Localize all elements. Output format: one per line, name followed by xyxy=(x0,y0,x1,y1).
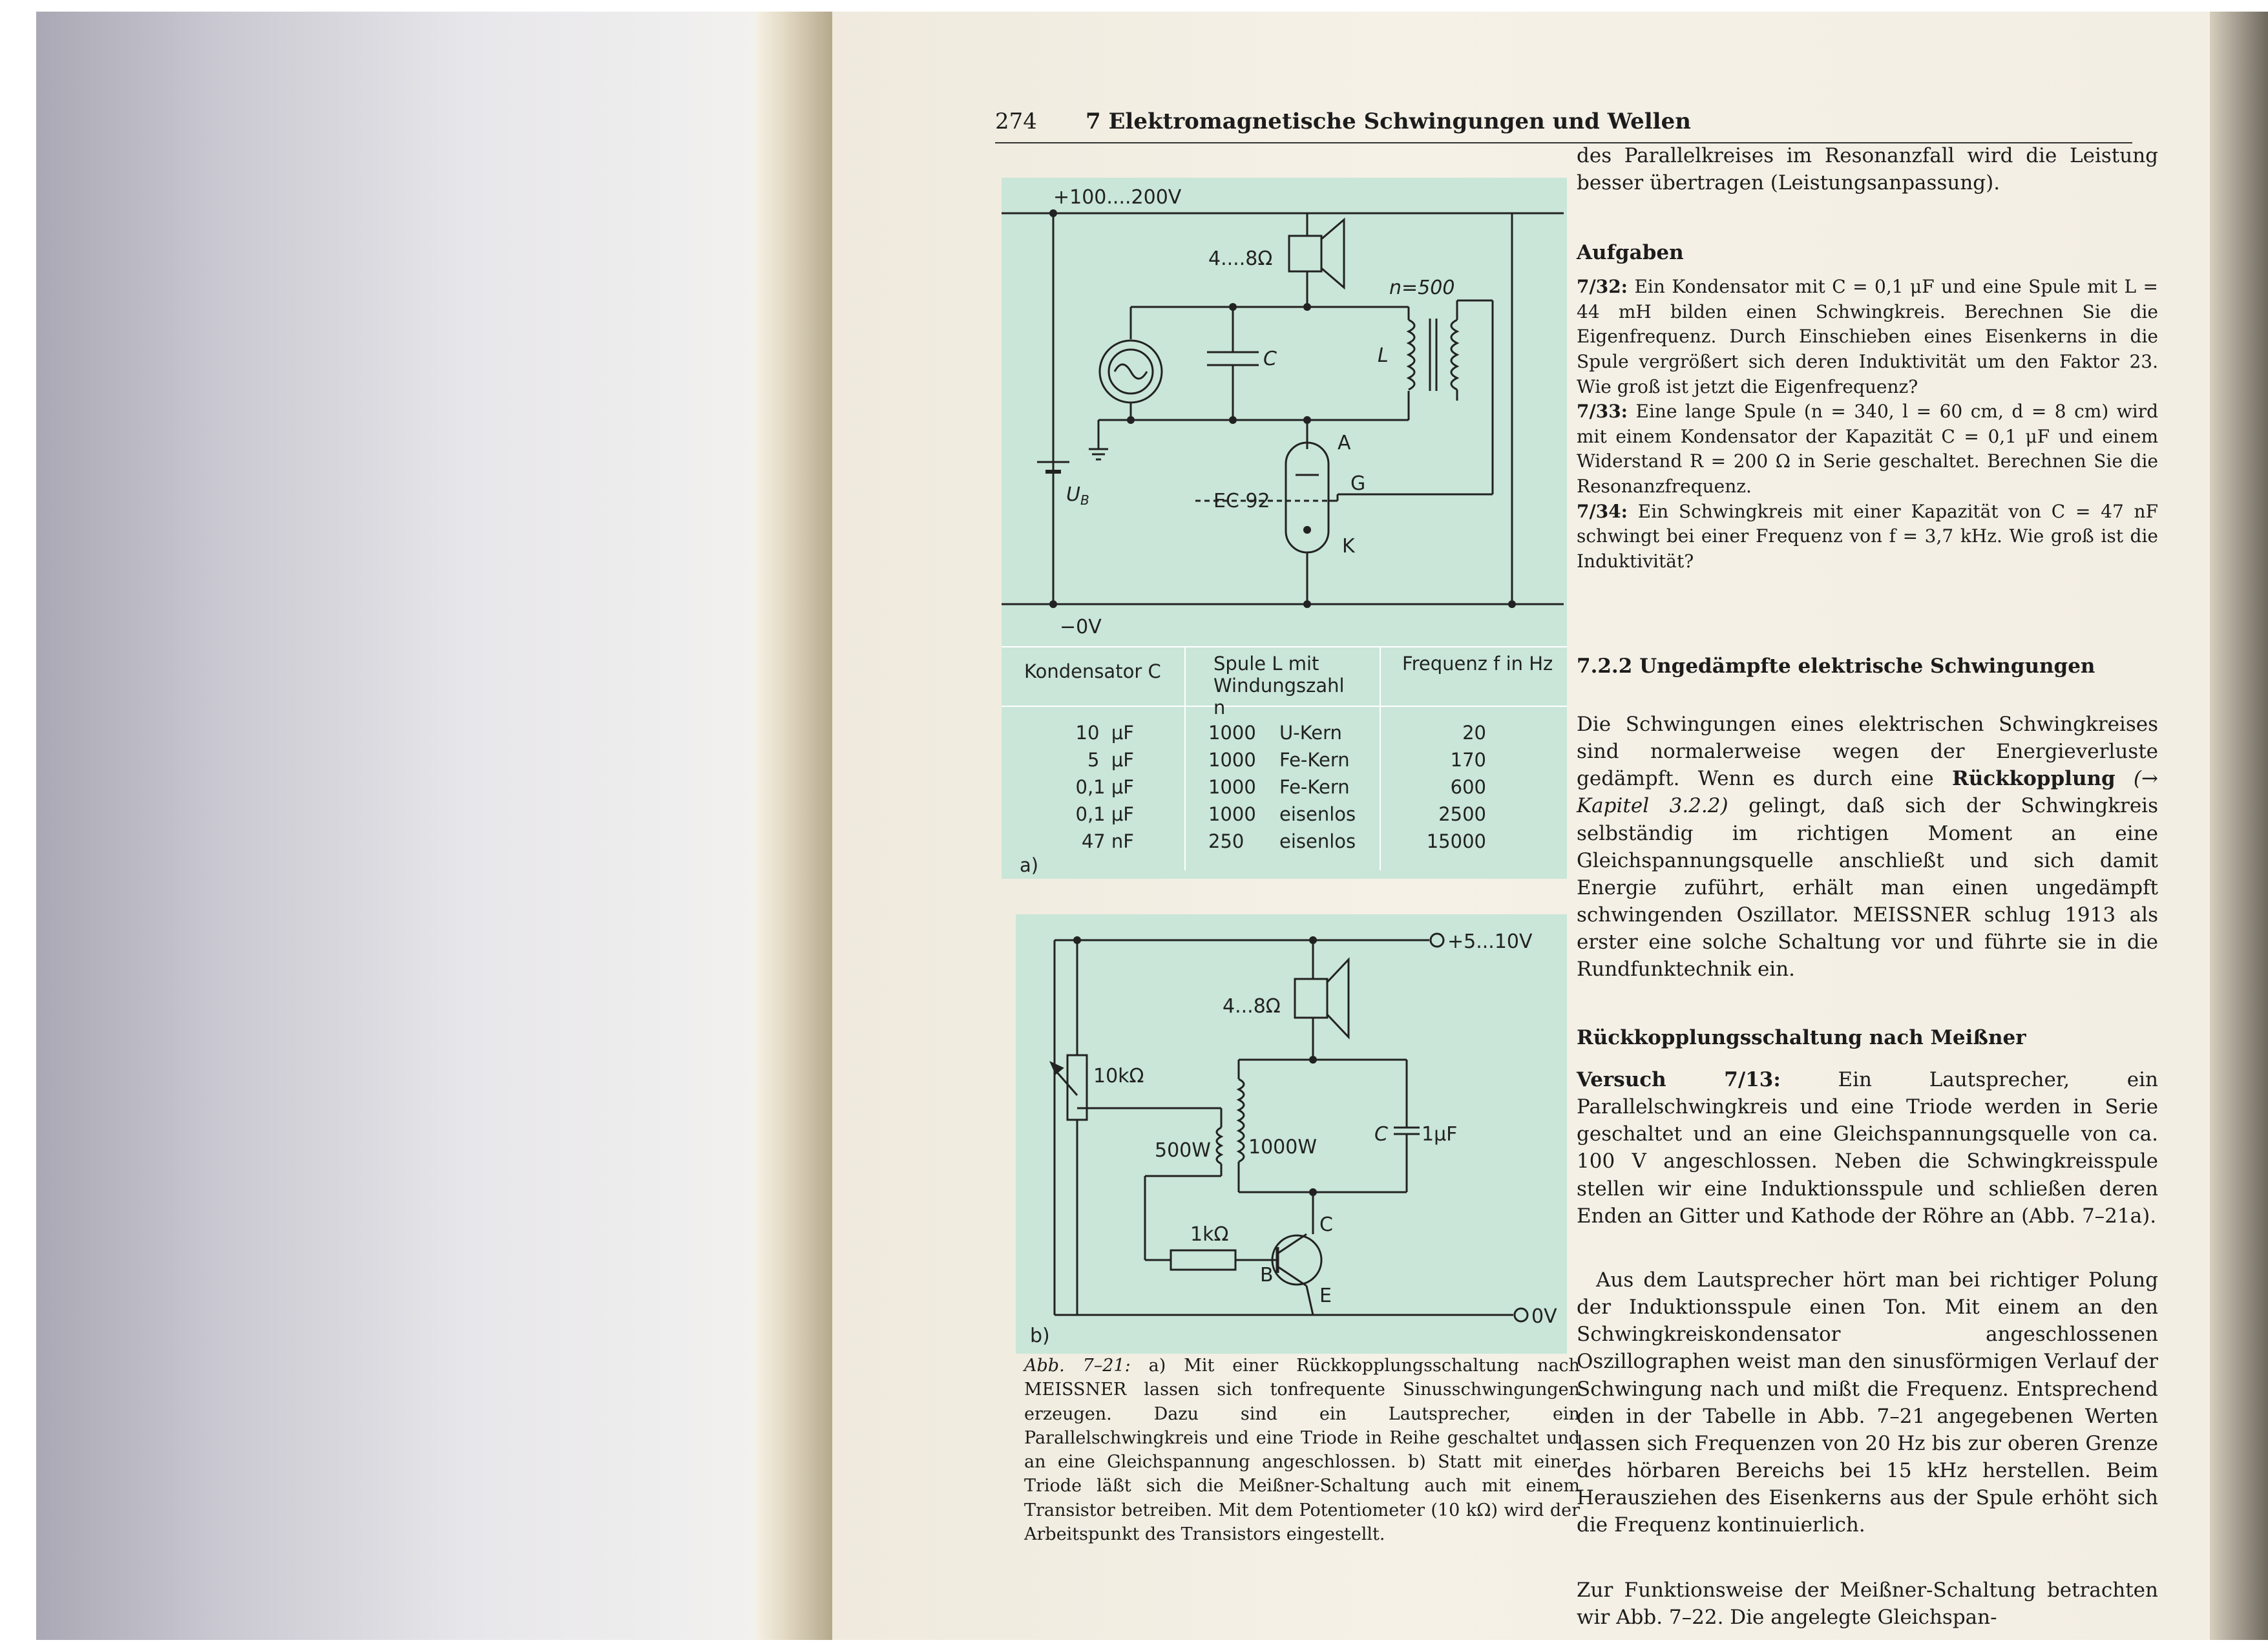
table-cell: Fe-Kern xyxy=(1279,776,1350,798)
chapter-title: 7 Elektromagnetische Schwingungen und Wellen xyxy=(1086,109,1691,134)
b-cap-label: C xyxy=(1374,1123,1388,1146)
coil-500-label: 500W xyxy=(1155,1139,1211,1162)
panel-label-a: a) xyxy=(1020,854,1039,876)
table-cell: eisenlos xyxy=(1279,803,1356,825)
pot-label: 10kΩ xyxy=(1093,1065,1144,1087)
table-cell: 0,1 μF xyxy=(1075,803,1134,825)
section-heading: 7.2.2 Ungedämpfte elektrische Schwingungen xyxy=(1577,655,2095,678)
caption-lead: Abb. 7–21: xyxy=(1024,1356,1131,1376)
b-cap-value: 1μF xyxy=(1422,1123,1458,1146)
experiment-paragraph: Versuch 7/13: Ein Lautsprecher, ein Parallelschwingkreis und eine Triode werden in Serie geschaltet und an eine Gleichspannungsquelle von ca. 100 V angeschlossen. Neben die Schwingkreisspule stellen wir eine Induktionsspule und schließen deren Enden an Gitter und Kathode der Röhre an (Abb. 7–21a). xyxy=(1577,1068,2159,1228)
page-number: 274 xyxy=(995,109,1037,134)
last-paragraph: Zur Funktionsweise der Meißner-Schaltung betrachten wir Abb. 7–22. Die angelegte Gleichspan- xyxy=(1577,1579,2158,1630)
aufgaben-heading: Aufgaben xyxy=(1577,241,1684,264)
table-cell: 250 xyxy=(1208,830,1244,852)
supply-zero-label: −0V xyxy=(1060,616,1102,638)
section-paragraph: Die Schwingungen eines elektrischen Schwingkreises sind normalerweise wegen der Energieverluste gedämpft. Wenn es durch eine Rückkopplung (→ Kapitel 3.2.2) gelingt, daß sich der Schwingkreis selbständig im richtigen Moment an eine Gleichspannungsquelle anschließt und sich damit Energie zuführt, erhält man einen ungedämpft schwingenden Oszillator. MEISSNER schlug 1913 als erster eine solche Schaltung vor und führte sie in die Rundfunktechnik ein. xyxy=(1577,713,2158,982)
anode-label: A xyxy=(1338,432,1351,454)
table-cell: 15000 xyxy=(1426,830,1486,852)
turns-label: n=500 xyxy=(1389,277,1455,299)
caption-text: a) Mit einer Rückkopplungsschaltung nach MEISSNER lassen sich tonfrequente Sinusschwingungen erzeugen. Dazu sind ein Lautsprecher, ein Parallelschwingkreis und eine Triode in Reihe geschaltet und an eine Gleichspannung angeschlossen. b) Statt mit einer Triode läßt sich die Meißner-Schaltung auch mit einem Transistor betreiben. Mit dem Potentiometer (10 kΩ) wird der Arbeitspunkt des Transistors eingestellt. xyxy=(1024,1356,1580,1544)
b-speaker-label: 4...8Ω xyxy=(1223,995,1281,1018)
task-item: 7/33: Eine lange Spule (n = 340, l = 60 cm, d = 8 cm) wird mit einem Kondensator der Kapazität C = 0,1 μF und einem Widerstand R = 200 Ω in Serie geschaltet. Berechnen Sie die Resonanzfrequenz. xyxy=(1577,401,2159,497)
book-gutter xyxy=(755,12,832,1640)
table-cell: U-Kern xyxy=(1279,722,1342,744)
base-label: B xyxy=(1260,1264,1274,1287)
table-cell: Fe-Kern xyxy=(1279,749,1350,771)
battery-label: $U_B$ xyxy=(1066,483,1089,508)
figure-b-circuit xyxy=(1016,914,1567,1354)
supply-plus-label: +100....200V xyxy=(1053,186,1182,209)
intro-paragraph: des Parallelkreises im Resonanzfall wird die Leistung besser übertragen (Leistungsanpassung). xyxy=(1577,144,2158,195)
collector-label: C xyxy=(1319,1213,1333,1236)
subsection-heading: Rückkopplungsschaltung nach Meißner xyxy=(1577,1026,2026,1049)
table-cell: 170 xyxy=(1450,749,1486,771)
running-head xyxy=(995,103,2132,143)
coil-label: L xyxy=(1378,344,1389,367)
grid-label: G xyxy=(1350,472,1366,495)
table-cell: 20 xyxy=(1462,722,1486,744)
table-cell: 600 xyxy=(1450,776,1486,798)
page-edge xyxy=(2210,12,2268,1640)
table-header-frequency: Frequenz f in Hz xyxy=(1402,653,1553,675)
table-cell: 10 μF xyxy=(1075,722,1134,744)
figure-a-circuit xyxy=(1002,178,1567,649)
table-cell: 1000 xyxy=(1208,722,1256,744)
task-item: 7/34: Ein Schwingkreis mit einer Kapazität von C = 47 nF schwingt bei einer Frequenz von f = 3,7 kHz. Wie groß ist die Induktivität? xyxy=(1577,500,2158,572)
table-cell: 1000 xyxy=(1208,776,1256,798)
figure-caption xyxy=(1024,1354,1580,1546)
figure-a-panel xyxy=(1002,178,1567,879)
cathode-label: K xyxy=(1342,535,1355,558)
table-cell: eisenlos xyxy=(1279,830,1356,852)
capacitor-label: C xyxy=(1263,348,1277,370)
table-cell: 47 nF xyxy=(1081,830,1134,852)
b-supply-zero: 0V xyxy=(1531,1305,1557,1328)
table-header-capacitor: Kondensator C xyxy=(1024,660,1161,682)
emitter-label: E xyxy=(1319,1285,1332,1307)
b-supply-plus: +5...10V xyxy=(1447,930,1533,953)
b-res-label: 1kΩ xyxy=(1190,1223,1229,1246)
table-cell: 1000 xyxy=(1208,749,1256,771)
table-cell: 5 μF xyxy=(1087,749,1134,771)
task-item: 7/32: Ein Kondensator mit C = 0,1 μF und eine Spule mit L = 44 mH bilden einen Schwingkreis. Berechnen Sie die Eigenfrequenz. Durch Einschieben eines Eisenkerns in die Spule vergrößert sich deren Induktivität um den Faktor 23. Wie groß ist jetzt die Eigenfrequenz? xyxy=(1577,276,2158,397)
facing-page-blank xyxy=(36,12,755,1640)
table-cell: 2500 xyxy=(1438,803,1486,825)
tube-label: EC 92 xyxy=(1213,490,1270,512)
table-header-coil: Spule L mit Windungszahl n xyxy=(1213,653,1345,719)
task-list xyxy=(1577,275,2158,574)
table-cell: 0,1 μF xyxy=(1075,776,1134,798)
speaker-label: 4....8Ω xyxy=(1208,247,1273,270)
result-paragraph: Aus dem Lautsprecher hört man bei richtiger Polung der Induktionsspule einen Ton. Mit einem an den Schwingkreiskondensator angeschlossenen Oszillographen weist man den sinusförmigen Verlauf der Schwingung nach und mißt die Frequenz. Entsprechend den in der Tabelle in Abb. 7–21 angegebenen Werten lassen sich Frequenzen von 20 Hz bis zur oberen Grenze des hörbaren Bereichs bei 15 kHz herstellen. Beim Herausziehen des Eisenkerns aus der Spule erhöht sich die Frequenz kontinuierlich. xyxy=(1577,1268,2158,1537)
figure-b-panel xyxy=(1016,914,1567,1354)
frequency-table xyxy=(1002,646,1567,880)
coil-1000-label: 1000W xyxy=(1248,1136,1318,1159)
table-cell: 1000 xyxy=(1208,803,1256,825)
panel-label-b: b) xyxy=(1030,1325,1050,1347)
